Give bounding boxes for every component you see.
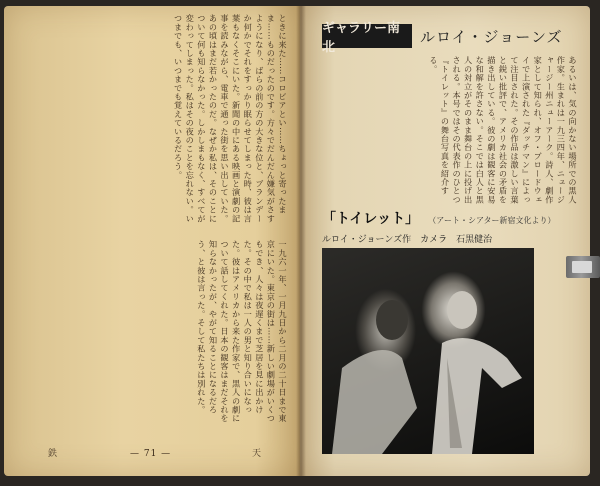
stage-photo-figures [322,248,534,454]
page-number: — 71 — [130,449,172,459]
caption-credit: ルロイ・ジョーンズ作 カメラ 石黒健治 [322,235,493,245]
photo-caption [322,208,572,250]
left-footer-mark: 鉄 [48,449,58,459]
right-column-text: あるいは、気の向かない場所での黒人作家。生まれは一九三四年、ニュージャージー州ニューアーク。詩人、劇作家として知られ、オフ・ブロードウェイで上演された『ダッチマン』によって注目された。その作品は激しい言葉と鋭い批評で、アメリカ社会の矛盾を描き出している。彼の劇は観客に安易な和解を許さない。そこでは白人と黒人の対立がそのまま舞台の上に投げ出される。本号ではその代表作のひとつ『トイレット』の舞台写真を紹介する。 [428,56,578,204]
left-upper-article-text: ときに来た……コロビアとい……ちょっと寄ったまま……ものだったのです。方々でだんだん嫌気がさすようになり、ばらの前の方の大きな位と、ブランデーか何かでそれをすっかり眠らせてしまった時、彼は言葉もなくそこにいた。新聞の中にある映画と演劇の記事を読みながら、電車で通った街を思い出していた。あの頃はまだ若かったのだ。なぜか私は、そのことについて何も知らなかった。しかしまもなく、すべてが変わってしまった。私はその夜のことを忘れない。いつまでも、いつまでも覚えているだろう。 [173,14,288,223]
stage-photo-icon [322,248,534,454]
bookmark-clip-icon [566,256,600,278]
article-title: ルロイ・ジョーンズ [420,28,563,46]
gallery-header: ギャラリー南北 [322,24,412,48]
right-footer-mark: 天 [252,449,262,459]
caption-subtitle: （アート・シアター新宿文化より） [428,216,556,225]
left-lower-article-text: 一九六一年、一月九日から二月の二十日まで東京にいた。東京の街は……新しい劇場がいくつもでき、人々は夜遅くまで芝居を見に出かけた。その中で私は一人の男と知り合いになった。彼はアメリカから来た作家で、黒人の劇について話してくれた。日本の観客はまだそれを知らなかったが、やがて知ることになるだろう、と彼は言った。そして私たちは別れた。 [196,240,288,423]
caption-title: 「トイレット」 [322,211,420,227]
book-gutter [296,6,306,476]
